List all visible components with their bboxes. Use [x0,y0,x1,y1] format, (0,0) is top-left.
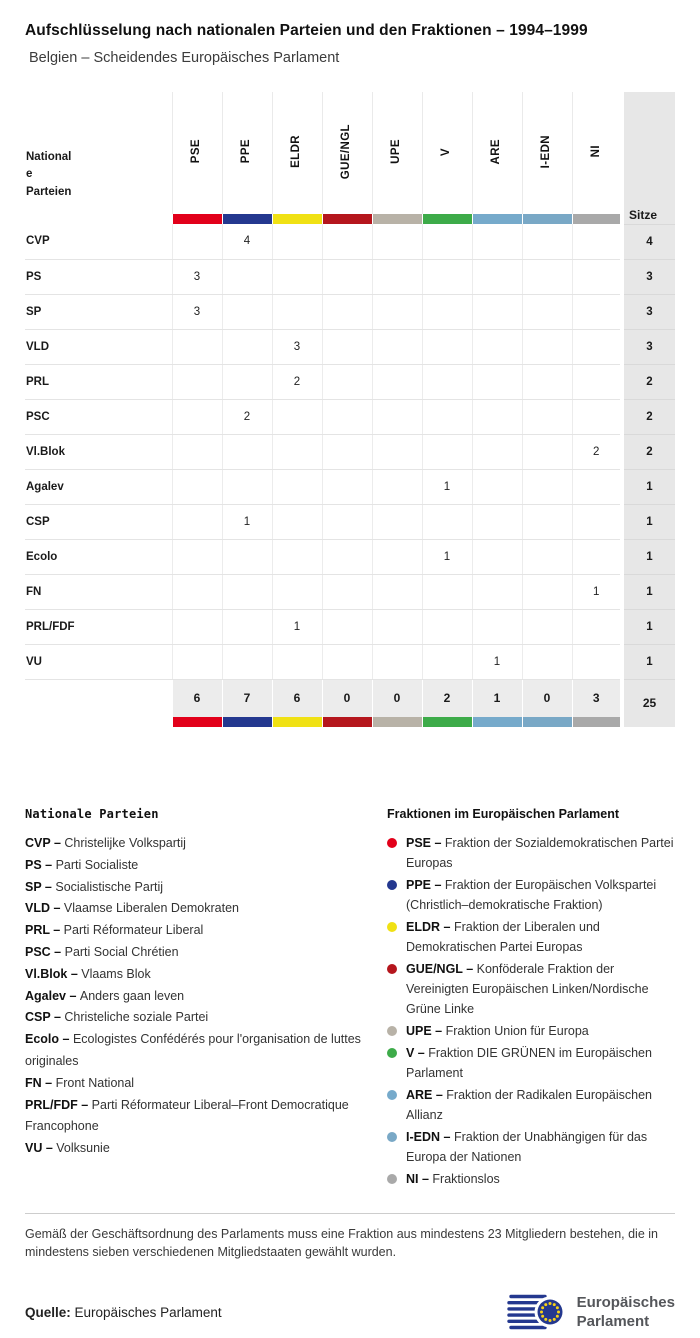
faction-label: ELDR [290,135,303,168]
seat-cell [322,329,372,364]
source-text: Europäisches Parlament [74,1305,222,1320]
seat-cell [322,399,372,434]
source-row [25,1292,675,1334]
seat-cell: 1 [422,539,472,574]
logo-text [577,1294,675,1332]
party-legend-item: CSP – Christeliche soziale Partei [25,1010,209,1025]
faction-header-pse [172,92,222,214]
party-seats-cell: 3 [622,329,675,364]
seat-cell [572,294,622,329]
faction-label: PSE [190,139,203,164]
seat-cell [372,224,422,259]
table-row [25,294,675,329]
table-body [25,224,675,727]
seat-cell [222,329,272,364]
party-seats-cell: 1 [622,574,675,609]
seat-cell [372,504,422,539]
seat-cell [472,399,522,434]
seat-cell [472,609,522,644]
seat-cell [522,469,572,504]
seat-cell [522,364,572,399]
party-seats-cell: 2 [622,364,675,399]
seat-cell [422,434,472,469]
seat-cell: 4 [222,224,272,259]
seat-cell [322,259,372,294]
party-name: FN [25,574,172,609]
party-legend-item: Ecolo – Ecologistes Confédérés pour l'organisation de luttes originales [25,1032,361,1068]
faction-legend-text: ELDR – Fraktion der Liberalen und Demokratischen Partei Europas [406,920,600,954]
faction-legend-item [387,875,675,915]
party-legend-title: Nationale Parteien [25,807,159,821]
seat-cell [172,469,222,504]
faction-legend-abbr: V – [406,1046,429,1060]
faction-label: ARE [490,138,503,165]
seat-cell [172,504,222,539]
seat-cell [172,574,222,609]
european-parliament-logo-icon [507,1292,567,1334]
faction-color-dot [387,1026,397,1036]
faction-color-dot [387,922,397,932]
seat-cell: 1 [422,469,472,504]
seat-cell [222,469,272,504]
seat-cell [572,644,622,679]
faction-total-cell: 6 [172,679,222,717]
seat-cell [222,259,272,294]
seat-cell [222,364,272,399]
table-row [25,504,675,539]
seat-cell [522,574,572,609]
seat-cell [472,224,522,259]
seat-cell [272,504,322,539]
seat-cell [222,539,272,574]
logo-text-line2: Parlament [576,1312,650,1330]
faction-legend-text: NI – Fraktionslos [406,1172,500,1186]
faction-header-i-edn [522,92,572,214]
seat-cell [522,329,572,364]
seat-cell [172,539,222,574]
source-line [25,1305,222,1320]
seat-cell [572,609,622,644]
color-bar-eldr [272,214,322,224]
table-row [25,364,675,399]
party-seats-cell: 2 [622,434,675,469]
party-legend-abbr: CVP – [25,836,65,850]
table-header-row [25,92,675,214]
party-legend-abbr: Vl.Blok – [25,966,82,981]
party-legend-abbr: CSP – [25,1010,65,1025]
faction-legend-list [387,833,675,1189]
seat-cell [472,539,522,574]
seat-cell [572,364,622,399]
page-subtitle: Belgien – Scheidendes Europäisches Parlament [29,50,340,66]
seat-cell [522,504,572,539]
table-row [25,224,675,259]
footer-divider [25,1213,675,1214]
faction-header-ni [572,92,622,214]
faction-legend-item [387,917,675,957]
party-seats-cell: 1 [622,469,675,504]
faction-legend-abbr: ELDR – [406,920,454,934]
seat-cell [522,399,572,434]
party-name: PRL [25,364,172,399]
seat-cell [572,399,622,434]
seat-cell [272,539,322,574]
color-bar-bottom-pse [172,717,222,727]
seat-cell [422,224,472,259]
faction-header-v [422,92,472,214]
faction-legend-item [387,1085,675,1125]
faction-label: GUE/NGL [340,123,353,180]
seat-cell [322,574,372,609]
seat-cell [422,259,472,294]
seat-cell [222,294,272,329]
faction-header-eldr [272,92,322,214]
seat-cell [322,364,372,399]
faction-color-dot [387,880,397,890]
faction-color-bars-bottom [25,717,675,727]
seat-cell: 2 [572,434,622,469]
legends-section [25,807,675,1191]
seat-cell [372,294,422,329]
party-legend-item: SP – Socialistische Partij [25,879,164,894]
seat-cell [322,224,372,259]
seat-cell [372,399,422,434]
seat-cell [572,259,622,294]
party-legend-item: PS – Parti Socialiste [25,857,139,872]
seat-cell [272,434,322,469]
corner-label: Nationale Parteien [26,150,72,199]
seat-cell [272,644,322,679]
color-bar-gue-ngl [322,214,372,224]
seat-cell: 1 [572,574,622,609]
seat-cell [572,329,622,364]
faction-legend-text: UPE – Fraktion Union für Europa [406,1024,589,1038]
party-name: SP [25,294,172,329]
footnote: Gemäß der Geschäftsordnung des Parlaments muss eine Fraktion aus mindestens 23 Mitgliedern bestehen, die in mindestens sieben verschiedenen Mitgliedstaaten gewählt wurden. [25,1227,658,1259]
color-bar-i-edn [522,214,572,224]
seat-cell [472,259,522,294]
party-legend-item: Agalev – Anders gaan leven [25,988,185,1003]
faction-legend-item [387,959,675,1019]
seat-cell [522,434,572,469]
faction-color-dot [387,1048,397,1058]
party-legend-abbr: PRL/FDF – [25,1097,92,1112]
party-legend-abbr: FN – [25,1075,56,1090]
table-row [25,469,675,504]
faction-legend-item [387,1043,675,1083]
party-name: CVP [25,224,172,259]
party-name: VU [25,644,172,679]
seat-cell [422,504,472,539]
seat-cell [372,259,422,294]
seat-cell [372,469,422,504]
seat-cell [172,644,222,679]
party-name: PRL/FDF [25,609,172,644]
seat-cell [272,574,322,609]
party-seats-cell: 1 [622,539,675,574]
faction-total-cell: 0 [372,679,422,717]
faction-total-cell: 0 [322,679,372,717]
seat-cell [322,504,372,539]
faction-header-are [472,92,522,214]
seat-cell: 3 [172,259,222,294]
seat-cell [172,364,222,399]
faction-legend-abbr: UPE – [406,1024,446,1038]
party-legend-item: PSC – Parti Social Chrétien [25,944,179,959]
party-name: PSC [25,399,172,434]
color-bar-bottom-i-edn [522,717,572,727]
totals-row [25,679,675,717]
party-seats-cell: 1 [622,504,675,539]
seat-cell [322,434,372,469]
party-name: VLD [25,329,172,364]
color-bar-upe [372,214,422,224]
color-bar-bottom-are [472,717,522,727]
grand-total-cell: 25 [622,679,675,727]
seat-cell [172,434,222,469]
seat-cell [422,609,472,644]
faction-legend-title: Fraktionen im Europäischen Parlament [387,807,620,821]
faction-legend-text: V – Fraktion DIE GRÜNEN im Europäischen Parlament [406,1046,652,1080]
faction-legend-item [387,1021,675,1041]
table-row [25,329,675,364]
party-legend-abbr: SP – [25,879,56,894]
table-row [25,259,675,294]
faction-color-bars [25,214,675,224]
seat-cell [372,329,422,364]
seat-cell [472,434,522,469]
legend-factions [369,807,675,1191]
seat-cell [422,329,472,364]
seat-cell [422,574,472,609]
table-head [25,92,675,224]
faction-legend-item [387,1127,675,1167]
faction-label: UPE [390,139,403,164]
seat-cell [172,329,222,364]
faction-total-cell: 2 [422,679,472,717]
seat-cell: 2 [222,399,272,434]
party-legend-item: PRL/FDF – Parti Réformateur Liberal–Front Democratique Francophone [25,1097,349,1134]
seat-cell: 1 [472,644,522,679]
table-row [25,609,675,644]
seat-cell [372,364,422,399]
faction-legend-text: GUE/NGL – Konföderale Fraktion der Vereinigten Europäischen Linken/Nordische Grüne Linke [406,962,649,1016]
seat-cell: 3 [172,294,222,329]
table-row [25,539,675,574]
color-bar-ni [572,214,622,224]
color-bar-bottom-ppe [222,717,272,727]
seat-cell [522,259,572,294]
party-legend-abbr: VU – [25,1141,57,1156]
party-name: Agalev [25,469,172,504]
source-label: Quelle: [25,1305,71,1320]
party-legend-item: PRL – Parti Réformateur Liberal [25,923,204,938]
faction-total-cell: 1 [472,679,522,717]
seat-cell [222,434,272,469]
faction-label: PPE [240,139,253,164]
party-legend-abbr: VLD – [25,901,64,916]
party-seats-cell: 1 [622,609,675,644]
corner-header [25,92,172,214]
seat-cell [172,224,222,259]
seat-cell [422,644,472,679]
faction-legend-abbr: ARE – [406,1088,447,1102]
party-seats-cell: 1 [622,644,675,679]
seat-cell [272,224,322,259]
party-seats-cell: 3 [622,259,675,294]
page-title: Aufschlüsselung nach nationalen Parteien und den Fraktionen – 1994–1999 [25,22,588,39]
party-legend-abbr: PS – [25,857,56,872]
seat-cell [372,574,422,609]
party-legend-list [25,833,369,1160]
party-name: PS [25,259,172,294]
seat-cell [372,539,422,574]
party-name: CSP [25,504,172,539]
color-bar-bottom-eldr [272,717,322,727]
seat-cell [322,294,372,329]
faction-color-dot [387,1090,397,1100]
faction-legend-abbr: GUE/NGL – [406,962,477,976]
seat-cell [522,224,572,259]
faction-color-dot [387,838,397,848]
seat-cell [322,539,372,574]
color-bar-bottom-ni [572,717,622,727]
seat-cell [322,469,372,504]
faction-legend-item [387,833,675,873]
seats-column-header: Sitze [622,92,675,224]
faction-legend-item [387,1169,675,1189]
faction-color-dot [387,1132,397,1142]
seat-cell [422,294,472,329]
faction-label: I-EDN [540,134,553,169]
faction-legend-text: I-EDN – Fraktion der Unabhängigen für das Europa der Nationen [406,1130,648,1164]
european-parliament-logo [507,1292,675,1334]
faction-legend-abbr: PSE – [406,836,445,850]
party-name: Ecolo [25,539,172,574]
faction-total-cell: 0 [522,679,572,717]
faction-label: V [440,147,453,156]
faction-legend-abbr: NI – [406,1172,433,1186]
table-row [25,434,675,469]
color-bar-bottom-gue-ngl [322,717,372,727]
seat-cell [322,609,372,644]
faction-label: NI [589,145,602,158]
seat-cell [472,469,522,504]
seat-cell [272,294,322,329]
color-bar-bottom-v [422,717,472,727]
party-legend-abbr: PRL – [25,923,64,938]
seat-cell [172,609,222,644]
color-bar-are [472,214,522,224]
seat-cell [222,644,272,679]
faction-total-cell: 3 [572,679,622,717]
seat-cell [522,609,572,644]
faction-color-dot [387,964,397,974]
faction-legend-text: ARE – Fraktion der Radikalen Europäischen Allianz [406,1088,652,1122]
faction-header-upe [372,92,422,214]
seat-cell [322,644,372,679]
faction-total-cell: 6 [272,679,322,717]
seat-cell [522,644,572,679]
party-seats-cell: 3 [622,294,675,329]
party-legend-item: CVP – Christelijke Volkspartij [25,836,186,850]
color-bar-v [422,214,472,224]
faction-header-gue-ngl [322,92,372,214]
seat-cell [472,504,522,539]
color-bar-ppe [222,214,272,224]
logo-text-line1: Europäisches [576,1293,675,1311]
party-legend-item: FN – Front National [25,1075,135,1090]
seat-cell [272,399,322,434]
seat-cell [572,469,622,504]
color-bar-bottom-upe [372,717,422,727]
table-row [25,644,675,679]
seat-cell [472,574,522,609]
seat-cell [522,539,572,574]
seat-cell [472,329,522,364]
seat-cell [372,609,422,644]
party-legend-item: VLD – Vlaamse Liberalen Demokraten [25,901,239,916]
seat-cell [222,574,272,609]
seat-cell [472,364,522,399]
seat-cell [272,259,322,294]
party-legend-item: Vl.Blok – Vlaams Blok [25,966,151,981]
color-bar-pse [172,214,222,224]
seat-cell [572,224,622,259]
faction-total-cell: 7 [222,679,272,717]
seat-cell: 2 [272,364,322,399]
seat-cell [522,294,572,329]
seat-cell [422,364,472,399]
seat-cell [172,399,222,434]
party-legend-abbr: Ecolo – [25,1032,73,1047]
seat-cell [372,644,422,679]
seat-cell [272,469,322,504]
faction-legend-abbr: I-EDN – [406,1130,454,1144]
seat-cell: 3 [272,329,322,364]
faction-legend-abbr: PPE – [406,878,445,892]
faction-header-ppe [222,92,272,214]
legend-national-parties [25,807,369,1191]
seat-cell [222,609,272,644]
table-row [25,399,675,434]
faction-color-dot [387,1174,397,1184]
seat-cell [422,399,472,434]
party-legend-abbr: PSC – [25,944,65,959]
faction-legend-text: PPE – Fraktion der Europäischen Volkspartei (Christlich–demokratische Fraktion) [406,878,657,912]
party-seats-cell: 4 [622,224,675,259]
seat-cell: 1 [222,504,272,539]
party-name: Vl.Blok [25,434,172,469]
seats-table [25,92,675,727]
faction-legend-text: PSE – Fraktion der Sozialdemokratischen Partei Europas [406,836,674,870]
seat-cell [472,294,522,329]
seat-cell: 1 [272,609,322,644]
seat-cell [372,434,422,469]
table-row [25,574,675,609]
party-legend-item: VU – Volksunie [25,1141,110,1156]
seat-cell [572,504,622,539]
party-seats-cell: 2 [622,399,675,434]
seat-cell [572,539,622,574]
party-legend-abbr: Agalev – [25,988,80,1003]
